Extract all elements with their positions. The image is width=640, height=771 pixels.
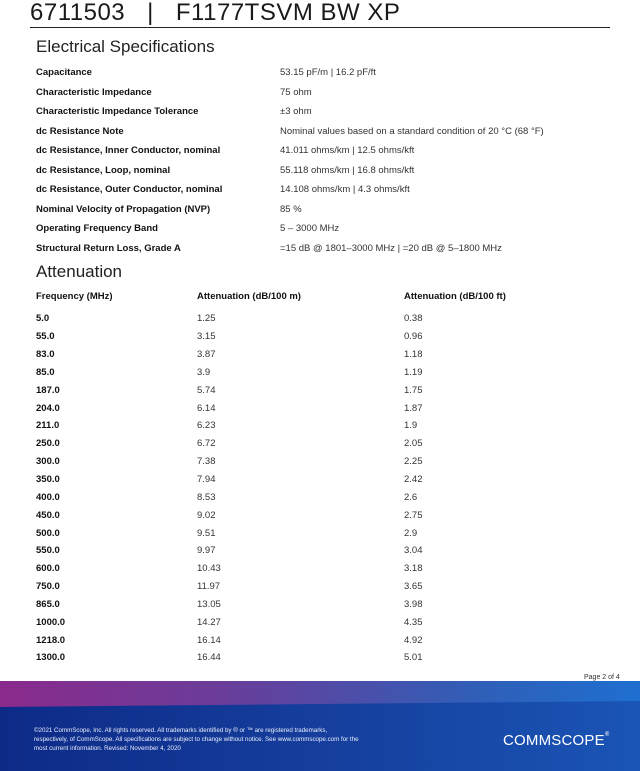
attenuation-m-cell: 3.15 [197, 331, 216, 343]
electrical-specs-table [36, 63, 596, 258]
attenuation-ft-cell: 1.9 [404, 420, 418, 432]
spec-label: Characteristic Impedance Tolerance [36, 106, 199, 118]
frequency-cell: 85.0 [36, 366, 55, 378]
spec-label: Nominal Velocity of Propagation (NVP) [36, 203, 211, 215]
attenuation-ft-cell: 3.04 [404, 545, 423, 557]
spec-label: dc Resistance, Loop, nominal [36, 164, 171, 176]
attenuation-m-cell: 6.14 [197, 402, 216, 414]
spec-value: 75 ohm [280, 86, 312, 98]
attenuation-ft-cell: 2.25 [404, 456, 423, 468]
logo-registered-mark: ® [604, 732, 610, 738]
attenuation-ft-cell: 5.01 [404, 652, 423, 664]
frequency-cell: 350.0 [36, 474, 60, 486]
spec-row [36, 63, 596, 83]
model-name: F1177TSVM BW XP [175, 0, 401, 26]
table-row [36, 488, 596, 506]
spec-value: 85 % [280, 203, 302, 215]
header-attenuation-m: Attenuation (dB/100 m) [197, 291, 301, 302]
frequency-cell: 400.0 [36, 491, 60, 503]
attenuation-m-cell: 9.51 [197, 527, 216, 539]
attenuation-ft-cell: 3.65 [404, 581, 423, 593]
spec-value: =15 dB @ 1801–3000 MHz | =20 dB @ 5–1800 MHz [280, 242, 502, 254]
frequency-cell: 211.0 [36, 420, 60, 432]
attenuation-table [36, 310, 596, 667]
attenuation-ft-cell: 2.6 [404, 491, 418, 503]
spec-value: ±3 ohm [280, 106, 312, 118]
part-number: 6711503 [30, 0, 126, 26]
attenuation-m-cell: 9.97 [197, 545, 216, 557]
attenuation-ft-cell: 2.05 [404, 438, 423, 450]
attenuation-header-row [36, 291, 596, 302]
table-row [36, 613, 596, 631]
table-row [36, 453, 596, 471]
spec-row [36, 239, 596, 259]
table-row [36, 542, 596, 560]
table-row [36, 524, 596, 542]
attenuation-m-cell: 6.72 [197, 438, 216, 450]
spec-row [36, 180, 596, 200]
attenuation-m-cell: 10.43 [197, 563, 221, 575]
attenuation-m-cell: 7.94 [197, 474, 216, 486]
attenuation-ft-cell: 0.38 [404, 313, 423, 325]
frequency-cell: 250.0 [36, 438, 60, 450]
attenuation-ft-cell: 1.18 [404, 349, 423, 361]
attenuation-m-cell: 8.53 [197, 491, 216, 503]
spec-row [36, 200, 596, 220]
spec-value: 41.011 ohms/km | 12.5 ohms/kft [280, 145, 415, 157]
header-separator: | [147, 0, 154, 26]
table-row [36, 364, 596, 382]
frequency-cell: 1000.0 [36, 616, 66, 628]
attenuation-m-cell: 13.05 [197, 598, 221, 610]
table-row [36, 631, 596, 649]
frequency-cell: 1218.0 [36, 634, 66, 646]
attenuation-ft-cell: 2.9 [404, 527, 418, 539]
attenuation-ft-cell: 4.92 [404, 634, 423, 646]
attenuation-m-cell: 16.14 [197, 634, 221, 646]
attenuation-m-cell: 16.44 [197, 652, 221, 664]
attenuation-m-cell: 5.74 [197, 384, 216, 396]
page-number: Page 2 of 4 [584, 674, 620, 681]
attenuation-ft-cell: 1.75 [404, 384, 423, 396]
table-row [36, 578, 596, 596]
frequency-cell: 83.0 [36, 349, 55, 361]
legal-line: ©2021 CommScope, Inc. All rights reserved. All trademarks identified by ® or ™ are registered trademarks, [34, 727, 328, 734]
attenuation-ft-cell: 3.98 [404, 598, 423, 610]
table-row [36, 596, 596, 614]
spec-label: dc Resistance, Inner Conductor, nominal [36, 145, 221, 157]
frequency-cell: 55.0 [36, 331, 55, 343]
table-row [36, 399, 596, 417]
table-row [36, 471, 596, 489]
frequency-cell: 500.0 [36, 527, 60, 539]
table-row [36, 649, 596, 667]
logo-text: COMMSCOPE [503, 732, 605, 749]
spec-row [36, 122, 596, 142]
attenuation-ft-cell: 4.35 [404, 616, 423, 628]
document-header [30, 0, 610, 28]
legal-line: most current information. Revised: November 4, 2020 [34, 745, 181, 752]
attenuation-m-cell: 11.97 [197, 581, 221, 593]
spec-row [36, 161, 596, 181]
header-attenuation-ft: Attenuation (dB/100 ft) [404, 291, 506, 302]
table-row [36, 417, 596, 435]
table-row [36, 310, 596, 328]
frequency-cell: 300.0 [36, 456, 60, 468]
spec-value: 14.108 ohms/km | 4.3 ohms/kft [280, 184, 410, 196]
footer-band [0, 681, 640, 771]
attenuation-ft-cell: 3.18 [404, 563, 423, 575]
commscope-logo [503, 732, 609, 749]
spec-value: 53.15 pF/m | 16.2 pF/ft [280, 67, 376, 79]
frequency-cell: 1300.0 [36, 652, 66, 664]
spec-row [36, 219, 596, 239]
spec-row [36, 141, 596, 161]
frequency-cell: 600.0 [36, 563, 60, 575]
table-row [36, 381, 596, 399]
attenuation-ft-cell: 2.75 [404, 509, 423, 521]
spec-label: Operating Frequency Band [36, 223, 158, 235]
table-row [36, 346, 596, 364]
electrical-specs-title: Electrical Specifications [36, 37, 215, 56]
table-row [36, 328, 596, 346]
attenuation-m-cell: 3.9 [197, 366, 211, 378]
table-row [36, 560, 596, 578]
legal-line: respectively, of CommScope. All specifications are subject to change without notice. See www.commscope.com for the [34, 736, 359, 743]
attenuation-ft-cell: 1.19 [404, 366, 423, 378]
attenuation-m-cell: 14.27 [197, 616, 221, 628]
frequency-cell: 750.0 [36, 581, 60, 593]
frequency-cell: 450.0 [36, 509, 60, 521]
table-row [36, 435, 596, 453]
frequency-cell: 5.0 [36, 313, 50, 325]
legal-notice [34, 726, 434, 753]
attenuation-m-cell: 7.38 [197, 456, 216, 468]
spec-value: Nominal values based on a standard condition of 20 °C (68 °F) [280, 125, 544, 137]
spec-label: Structural Return Loss, Grade A [36, 242, 181, 254]
attenuation-m-cell: 3.87 [197, 349, 216, 361]
attenuation-m-cell: 1.25 [197, 313, 216, 325]
spec-row [36, 102, 596, 122]
spec-label: Characteristic Impedance [36, 86, 152, 98]
table-row [36, 506, 596, 524]
attenuation-ft-cell: 2.42 [404, 474, 423, 486]
header-frequency: Frequency (MHz) [36, 291, 113, 302]
attenuation-m-cell: 9.02 [197, 509, 216, 521]
spec-label: dc Resistance Note [36, 125, 124, 137]
attenuation-ft-cell: 0.96 [404, 331, 423, 343]
spec-value: 5 – 3000 MHz [280, 223, 340, 235]
spec-row [36, 83, 596, 103]
frequency-cell: 865.0 [36, 598, 60, 610]
frequency-cell: 550.0 [36, 545, 60, 557]
spec-label: Capacitance [36, 67, 92, 79]
frequency-cell: 187.0 [36, 384, 60, 396]
spec-value: 55.118 ohms/km | 16.8 ohms/kft [280, 164, 415, 176]
attenuation-ft-cell: 1.87 [404, 402, 423, 414]
attenuation-title: Attenuation [36, 262, 123, 281]
attenuation-m-cell: 6.23 [197, 420, 216, 432]
frequency-cell: 204.0 [36, 402, 60, 414]
spec-label: dc Resistance, Outer Conductor, nominal [36, 184, 223, 196]
